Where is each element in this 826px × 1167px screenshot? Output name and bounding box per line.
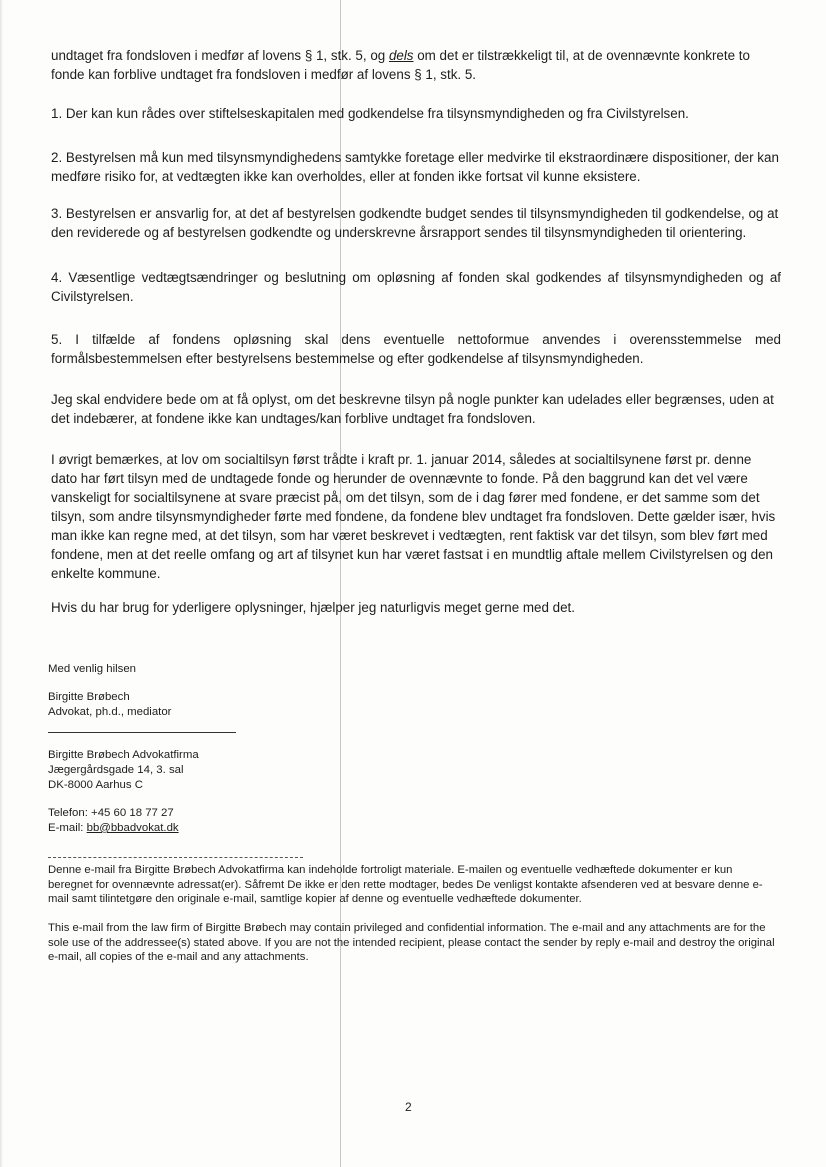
greeting: Med venlig hilsen	[48, 663, 137, 675]
signer-title: Advokat, ph.d., mediator	[48, 706, 172, 718]
request-paragraph: Jeg skal endvidere bede om at få oplyst, om det beskrevne tilsyn på nogle punkter kan udelades eller begrænses, uden at det indebærer, at fondene ikke kan undtages/kan forblive undtaget fra fondsloven.	[51, 392, 774, 426]
firm-name: Birgitte Brøbech Advokatfirma	[48, 749, 199, 761]
phone-number: Telefon: +45 60 18 77 27	[48, 807, 174, 819]
condition-paragraph-3: 3. Bestyrelsen er ansvarlig for, at det af bestyrelsen godkendte budget sendes til tilsynsmyndigheden til godkendelse, og at den reviderede og af bestyrelsen godkendte og underskrevne årsrapport sendes til tilsynsmyndigheden til orientering.	[51, 206, 779, 240]
page-edge-shadow	[0, 0, 3, 1167]
intro-paragraph	[51, 46, 781, 84]
email-label: E-mail:	[48, 822, 87, 834]
page-number: 2	[405, 1100, 412, 1114]
firm-street: Jægergårdsgade 14, 3. sal	[48, 764, 184, 776]
intro-text-post: om det er tilstrækkeligt til, at de ovennævnte konkrete to fonde kan forblive undtaget fra fondsloven i medfør af lovens § 1, stk. 5.	[51, 48, 750, 82]
email-link[interactable]: bb@bbadvokat.dk	[86, 822, 179, 834]
intro-text-pre: undtaget fra fondsloven i medfør af lovens § 1, stk. 5, og	[51, 48, 389, 63]
closing-paragraph: Hvis du har brug for yderligere oplysninger, hjælper jeg naturligvis meget gerne med det.	[51, 600, 575, 615]
emphasis-dels: dels	[388, 48, 414, 63]
condition-paragraph-5: 5. I tilfælde af fondens opløsning skal dens eventuelle nettoformue anvendes i overensstemmelse med formålsbestemmelsen efter bestyrelsens bestemmelse og efter godkendelse af tilsynsmyndigheden.	[51, 332, 781, 366]
firm-city: DK-8000 Aarhus C	[48, 779, 143, 791]
signer-name: Birgitte Brøbech	[48, 691, 130, 703]
remarks-paragraph: I øvrigt bemærkes, at lov om socialtilsyn først trådte i kraft pr. 1. januar 2014, således at socialtilsynene først pr. denne dato har ført tilsyn med de undtagede fonde og herunder de ovennævnte to fonde. På den baggrund kan det vel være vanskeligt for socialtilsynene at svare præcist på, om det tilsyn, som de i dag fører med fondene, er det samme som det tilsyn, som andre tilsynsmyndigheder førte med fondene, da fondene blev undtaget fra fondsloven. Dette gælder især, hvis man ikke kan regne med, at det tilsyn, som har været beskrevet i vedtægten, rent faktisk var det tilsyn, som blev ført med fondene, men at det reelle omfang og art af tilsynet kun har været fastsat i en mundtlig aftale mellem Civilstyrelsen og den enkelte kommune.	[51, 452, 776, 581]
condition-paragraph-4: 4. Væsentlige vedtægtsændringer og beslutning om opløsning af fonden skal godkendes af tilsynsmyndigheden og af Civilstyrelsen.	[51, 270, 781, 304]
condition-paragraph-1: 1. Der kan kun rådes over stiftelseskapitalen med godkendelse fra tilsynsmyndigheden og fra Civilstyrelsen.	[51, 106, 689, 121]
disclaimer-danish: Denne e-mail fra Birgitte Brøbech Advokatfirma kan indeholde fortroligt materiale. E-mailen og eventuelle vedhæftede dokumenter er kun beregnet for ovennævnte adressat(er). Såfremt De ikke er den rette modtager, bedes De venligst kontakte afsenderen ved at besvare denne e-mail samt tilintetgøre den originale e-mail, samtlige kopier af denne og eventuelle vedhæftede dokumenter.	[48, 864, 763, 905]
email-line	[48, 821, 179, 836]
signature-divider	[48, 732, 236, 733]
disclaimer-english: This e-mail from the law firm of Birgitte Brøbech may contain privileged and confidential information. The e-mail and any attachments are for the sole use of the addressee(s) stated above. If you are not the intended recipient, please contact the sender by reply e-mail and destroy the original e-mail, all copies of the e-mail and any attachments.	[48, 922, 775, 963]
condition-paragraph-2: 2. Bestyrelsen må kun med tilsynsmyndighedens samtykke foretage eller medvirke til ekstraordinære dispositioner, der kan medføre risiko for, at vedtægten ikke kan overholdes, eller at fonden ikke fortsat vil kunne eksistere.	[51, 150, 779, 184]
footer-divider	[48, 857, 303, 858]
